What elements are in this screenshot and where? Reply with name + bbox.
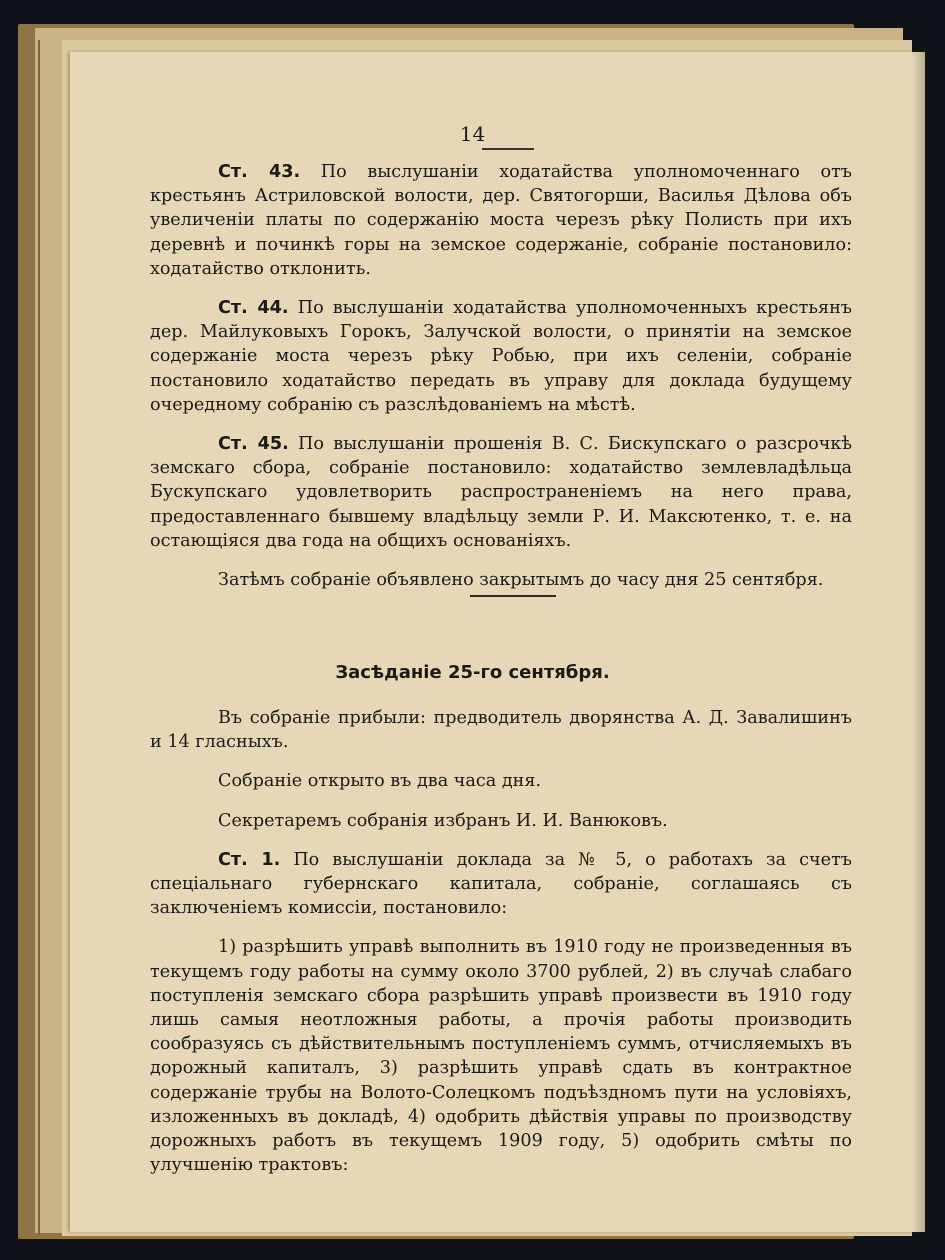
paragraph-text: По выслушаніи доклада за № 5, о работахъ за счетъ спеціальнаго губернскаго капитала, собраніе, соглашаясь съ заключеніемъ комиссіи, постановило: <box>150 849 852 919</box>
paragraph-st-44 <box>150 296 852 417</box>
paragraph-text: По выслушаніи ходатайства уполномоченнаго отъ крестьянъ Астриловской волости, дер. Святогорши, Василья Дѣлова объ увеличеніи платы по содержанію моста черезъ рѣку Полисть при ихъ деревнѣ и починкѣ горы на земское содержаніе, собраніе постановило: ходатайство отклонить. <box>150 162 852 279</box>
paragraph-st-45 <box>150 432 852 553</box>
paragraph-text: 1) разрѣшить управѣ выполнить въ 1910 году не произведенныя въ текущемъ году работы на сумму около 3700 рублей, 2) въ случаѣ слабаго поступленія земскаго сбора разрѣшить управѣ произвести въ 1910 году лишь самыя неотложныя работы, а прочія работы производить сообразуясь съ дѣйствительнымъ поступленіемъ суммъ, отчисляемыхъ въ дорожный капиталъ, 3) разрѣшить управѣ сдать въ контрактное содержаніе трубы на Волото-Солецкомъ подъѣздномъ пути на условіяхъ, изложенныхъ въ докладѣ, 4) одобрить дѣйствія управы по производству дорожныхъ работъ въ текущемъ 1909 году, 5) одобрить смѣты по улучшенію трактовъ: <box>150 937 852 1176</box>
article-label: Ст. 44. <box>218 298 289 319</box>
page-shadow <box>911 52 925 1232</box>
paragraph-attendance <box>150 706 852 754</box>
session-heading: Засѣданіе 25-го сентября. <box>335 662 610 683</box>
paragraph-text: Секретаремъ собранія избранъ И. И. Ванюковъ. <box>218 810 668 831</box>
paragraph-st-1 <box>150 848 852 921</box>
paragraph-resolutions <box>150 935 852 1177</box>
section-1 <box>150 160 852 592</box>
article-label: Ст. 43. <box>218 162 301 182</box>
paragraph-closing <box>150 568 852 592</box>
page-number-underline <box>482 148 534 150</box>
paragraph-text: По выслушаніи прошенія В. С. Бискупскаго о разсрочкѣ земскаго сбора, собраніе постановило: ходатайство землевладѣльца Бускупскаго удовлетворить распространеніемъ на него права, предоставленнаго бывшему владѣльцу земли Р. И. Максютенко, т. е. на остающіяся два года на общихъ основаніяхъ. <box>150 434 852 551</box>
paragraph-text: Затѣмъ собраніе объявлено закрытымъ до часу дня 25 сентября. <box>218 570 824 591</box>
paragraph-text: По выслушаніи ходатайства уполномоченныхъ крестьянъ дер. Майлуковыхъ Горокъ, Залучской волости, о принятіи на земское содержаніе моста черезъ рѣку Робью, при ихъ селеніи, собраніе постановило ходатайство передать въ управу для доклада будущему очередному собранію съ разслѣдованіемъ на мѣстѣ. <box>150 298 852 415</box>
section-separator <box>470 595 556 597</box>
article-label: Ст. 1. <box>218 849 281 870</box>
paragraph-text: Собраніе открыто въ два часа дня. <box>218 771 542 792</box>
cover-fold <box>38 40 40 1235</box>
paragraph-opened <box>150 769 852 793</box>
page-number: 14 <box>459 122 486 146</box>
paragraph-text: Въ собраніе прибыли: предводитель дворянства А. Д. Завалишинъ и 14 гласныхъ. <box>150 708 852 753</box>
article-label: Ст. 45. <box>218 434 289 455</box>
section-2 <box>150 706 852 1177</box>
paragraph-secretary <box>150 809 852 833</box>
paragraph-st-43 <box>150 160 852 281</box>
